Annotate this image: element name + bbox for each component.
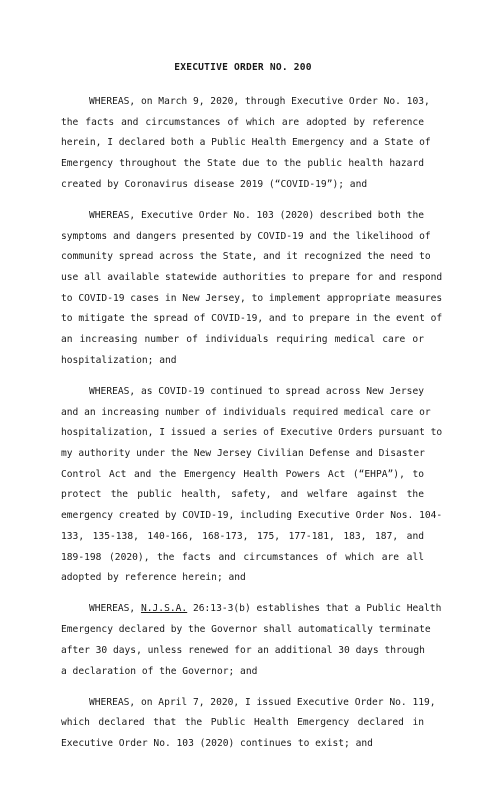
paragraph-3-line-6: protect the public health, safety, and welfare against the [61, 489, 424, 500]
statute-citation: N.J.S.A. [140, 603, 188, 614]
paragraph-1-line-5: created by Coronavirus disease 2019 (“COVID-19”); and [61, 179, 368, 190]
paragraph-4-line-4: a declaration of the Governor; and [61, 666, 258, 677]
paragraph-5-line-1: WHEREAS, on April 7, 2020, I issued Executive Order No. 119, [89, 697, 436, 708]
paragraph-4-line-1 [89, 603, 442, 615]
paragraph-5-line-2: which declared that the Public Health Emergency declared in [61, 717, 424, 728]
paragraph-5-line-3: Executive Order No. 103 (2020) continues to exist; and [61, 738, 373, 749]
paragraph-2-line-2: symptoms and dangers presented by COVID-19 and the likelihood of [61, 231, 431, 242]
paragraph-3-line-10: adopted by reference herein; and [61, 572, 246, 583]
paragraph-3-line-3: hospitalization, I issued a series of Executive Orders pursuant to [61, 427, 443, 438]
paragraph-4-line-1-start: WHEREAS, [89, 603, 141, 614]
paragraph-4-line-1-end: 26:13-3(b) establishes that a Public Health [187, 603, 442, 614]
paragraph-2-line-6: to mitigate the spread of COVID-19, and to prepare in the event of [61, 313, 443, 324]
paragraph-3-line-4: my authority under the New Jersey Civilian Defense and Disaster [61, 448, 425, 459]
paragraph-1-line-4: Emergency throughout the State due to the public health hazard [61, 158, 424, 169]
paragraph-3-line-1: WHEREAS, as COVID-19 continued to spread across New Jersey [89, 386, 425, 397]
paragraph-2-line-3: community spread across the State, and it recognized the need to [61, 251, 431, 262]
paragraph-1-line-2: the facts and circumstances of which are adopted by reference [61, 117, 424, 128]
paragraph-2-line-7: an increasing number of individuals requiring medical care or [61, 334, 424, 345]
paragraph-3-line-8: 133, 135-138, 140-166, 168-173, 175, 177-181, 183, 187, and [61, 531, 424, 542]
paragraph-2-line-8: hospitalization; and [61, 355, 177, 366]
paragraph-2-line-5: to COVID-19 cases in New Jersey, to implement appropriate measures [61, 293, 443, 304]
paragraph-2-line-1: WHEREAS, Executive Order No. 103 (2020) described both the [89, 210, 425, 221]
paragraph-4-line-2: Emergency declared by the Governor shall automatically terminate [61, 624, 431, 635]
paragraph-3-line-9: 189-198 (2020), the facts and circumstances of which are all [61, 552, 424, 563]
paragraph-1-line-1: WHEREAS, on March 9, 2020, through Executive Order No. 103, [89, 96, 430, 107]
paragraph-3-line-2: and an increasing number of individuals required medical care or [61, 407, 431, 418]
paragraph-3-line-7: emergency created by COVID-19, including Executive Order Nos. 104- [61, 510, 443, 521]
paragraph-4-line-3: after 30 days, unless renewed for an additional 30 days through [61, 645, 425, 656]
paragraph-2-line-4: use all available statewide authorities to prepare for and respond [61, 272, 443, 283]
paragraph-1-line-3: herein, I declared both a Public Health Emergency and a State of [61, 137, 431, 148]
paragraph-3-line-5: Control Act and the Emergency Health Powers Act (“EHPA”), to [61, 469, 424, 480]
page-title: EXECUTIVE ORDER NO. 200 [174, 62, 312, 73]
